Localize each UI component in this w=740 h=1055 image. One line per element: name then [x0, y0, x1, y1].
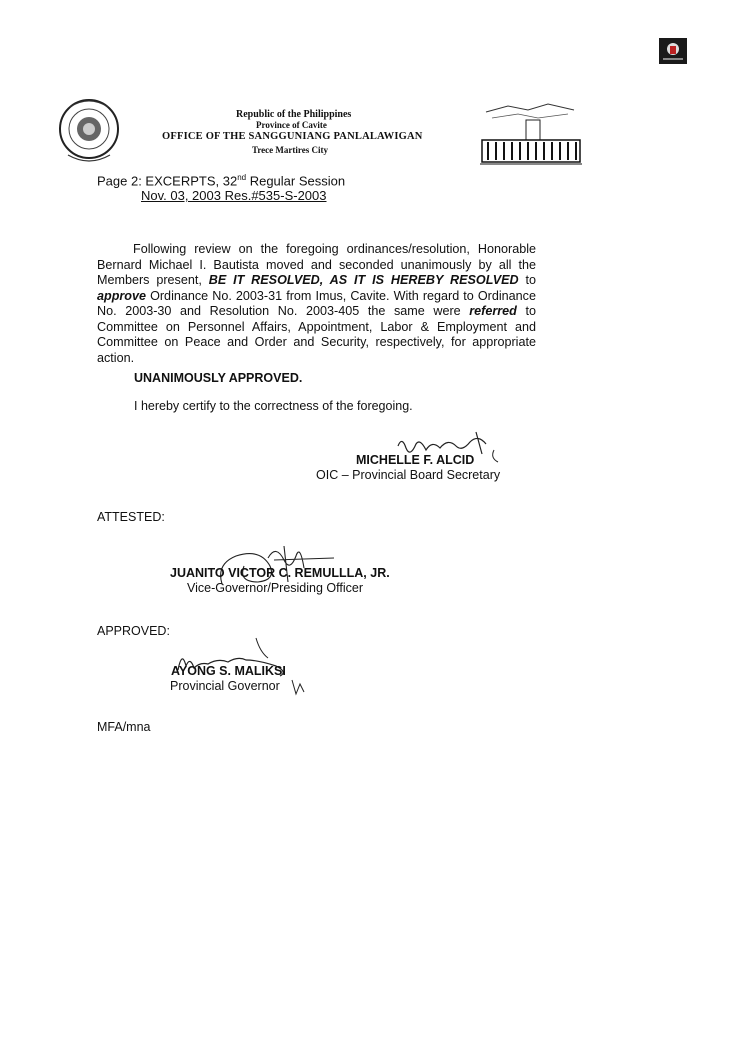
- session-reference: Nov. 03, 2003 Res.#535-S-2003: [141, 188, 327, 203]
- header-city: Trece Martires City: [252, 145, 328, 155]
- secretary-name: MICHELLE F. ALCID: [356, 453, 475, 467]
- certification-text: I hereby certify to the correctness of the foregoing.: [134, 399, 413, 413]
- approval-status: UNANIMOUSLY APPROVED.: [134, 371, 303, 385]
- capitol-building-icon: [478, 98, 582, 168]
- resolution-paragraph: Following review on the foregoing ordinances/resolution, Honorable Bernard Michael I. Bautista moved and seconded unanimously by all the Members present, BE IT RESOLVED, AS IT IS HEREBY RESOLVED to approve Ordinance No. 2003-31 from Imus, Cavite. With regard to Ordinance No. 2003-30 and Resolution No. 2003-405 the same were referred to Committee on Personnel Affairs, Appointment, Labor & Employment and Committee on Peace and Order and Security, respectively, for appropriate action.: [97, 242, 536, 365]
- secretary-title: OIC – Provincial Board Secretary: [316, 468, 501, 482]
- header-office: OFFICE OF THE SANGGUNIANG PANLALAWIGAN: [162, 131, 423, 142]
- vice-governor-name: JUANITO VICTOR C. REMULLLA, JR.: [170, 566, 390, 580]
- governor-name: AYONG S. MALIKSI: [171, 664, 286, 678]
- vice-governor-title: Vice-Governor/Presiding Officer: [187, 581, 364, 595]
- governor-title: Provincial Governor: [170, 679, 280, 693]
- page-reference: Page 2: EXCERPTS, 32nd Regular Session: [97, 173, 346, 189]
- provincial-seal-icon: [58, 95, 120, 169]
- header-republic: Republic of the Philippines: [236, 109, 352, 120]
- corner-logo-icon: [659, 38, 687, 64]
- attested-label: ATTESTED:: [97, 510, 165, 524]
- header-province: Province of Cavite: [256, 120, 327, 130]
- approved-label: APPROVED:: [97, 624, 170, 638]
- initials: MFA/mna: [97, 720, 151, 734]
